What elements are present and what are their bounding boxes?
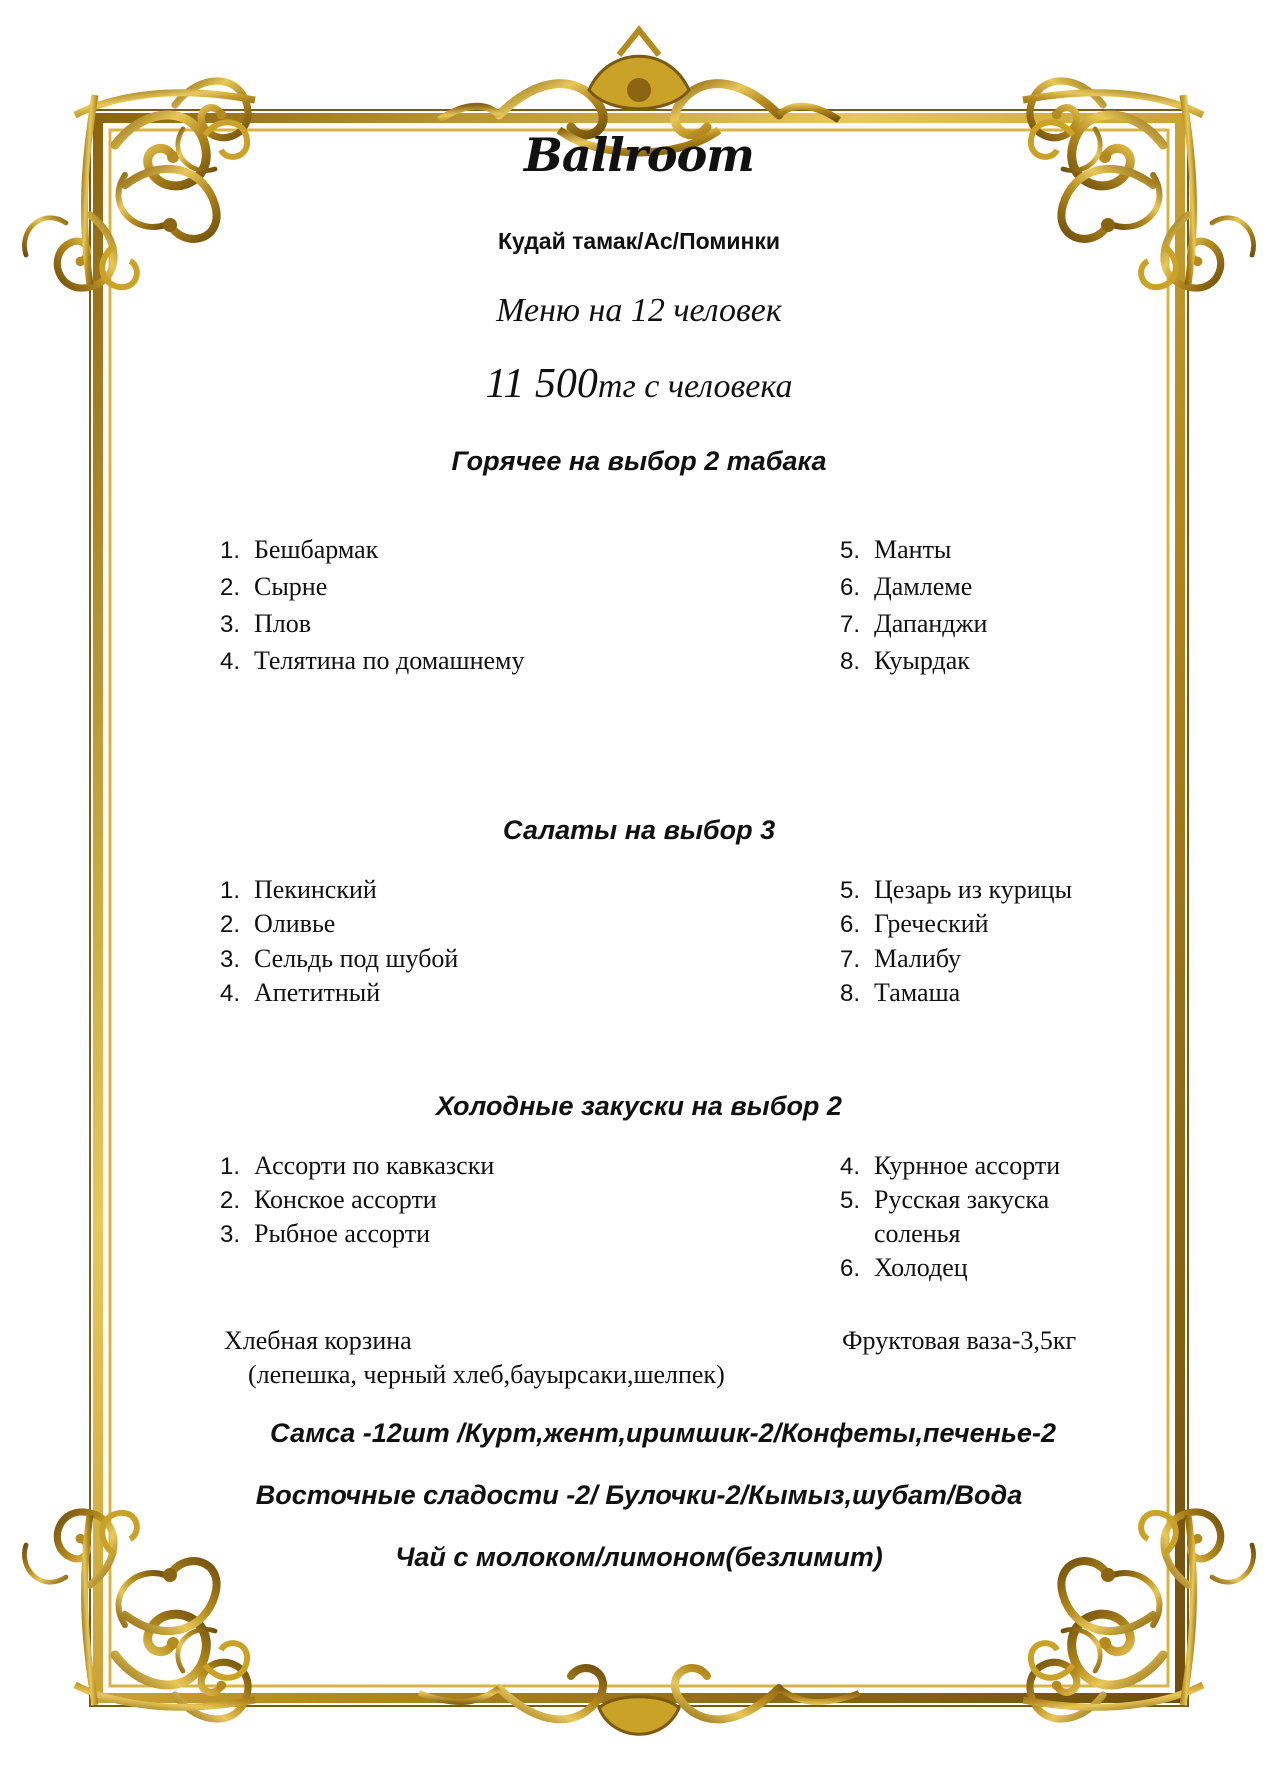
list-item: 5. Русская закуска: [840, 1185, 1050, 1214]
list-item: 8. Куырдак: [840, 646, 970, 675]
extras-line-2: Восточные сладости -2/ Булочки-2/Кымыз,шубат/Вода: [255, 1480, 1023, 1510]
list-item: 6. Греческий: [840, 909, 989, 938]
list-item: соленья: [874, 1219, 961, 1248]
price-line: [0, 360, 1278, 408]
list-item: 3. Рыбное ассорти: [220, 1219, 430, 1248]
extras-line-3: Чай с молоком/лимоном(безлимит): [395, 1542, 883, 1572]
list-item: 5. Манты: [840, 535, 952, 564]
list-item: 7. Малибу: [840, 944, 962, 973]
list-item: 6. Дамлеме: [840, 572, 973, 601]
list-item: 2. Оливье: [220, 909, 336, 938]
list-item: 4. Телятина по домашнему: [220, 646, 525, 675]
list-item: 2. Сырне: [220, 572, 328, 601]
list-item: 6. Холодец: [840, 1253, 968, 1282]
list-item: 1. Бешбармак: [220, 535, 379, 564]
list-item: 7. Дапанджи: [840, 609, 988, 638]
bread-basket-detail: (лепешка, черный хлеб,бауырсаки,шелпек): [248, 1360, 725, 1389]
bread-basket-label: Хлебная корзина: [224, 1326, 412, 1355]
section-heading-salads: Салаты на выбор 3: [502, 815, 776, 845]
extras-line-1: Самса -12шт /Курт,жент,иримшик-2/Конфеты,печенье-2: [270, 1418, 1056, 1448]
section-heading-hot: Горячее на выбор 2 табака: [451, 446, 827, 476]
list-item: 8. Тамаша: [840, 978, 961, 1007]
event-type-subtitle: Кудай тамак/Ас/Поминки: [497, 228, 781, 254]
restaurant-title: Ballroom: [524, 128, 754, 182]
list-item: 2. Конское ассорти: [220, 1185, 437, 1214]
list-item: 3. Плов: [220, 609, 312, 638]
list-item: 4. Апетитный: [220, 978, 381, 1007]
menu-for-line: Меню на 12 человек: [496, 292, 782, 329]
list-item: 1. Ассорти по кавказски: [220, 1151, 495, 1180]
price-amount: 11 500: [485, 361, 598, 407]
section-heading-cold: Холодные закуски на выбор 2: [436, 1091, 842, 1121]
list-item: 3. Сельдь под шубой: [220, 944, 459, 973]
list-item: 5. Цезарь из курицы: [840, 875, 1073, 904]
list-item: 1. Пекинский: [220, 875, 377, 904]
list-item: 4. Курнное ассорти: [840, 1151, 1061, 1180]
price-unit: тг с человека: [597, 368, 793, 405]
fruit-vase-label: Фруктовая ваза-3,5кг: [842, 1326, 1077, 1355]
